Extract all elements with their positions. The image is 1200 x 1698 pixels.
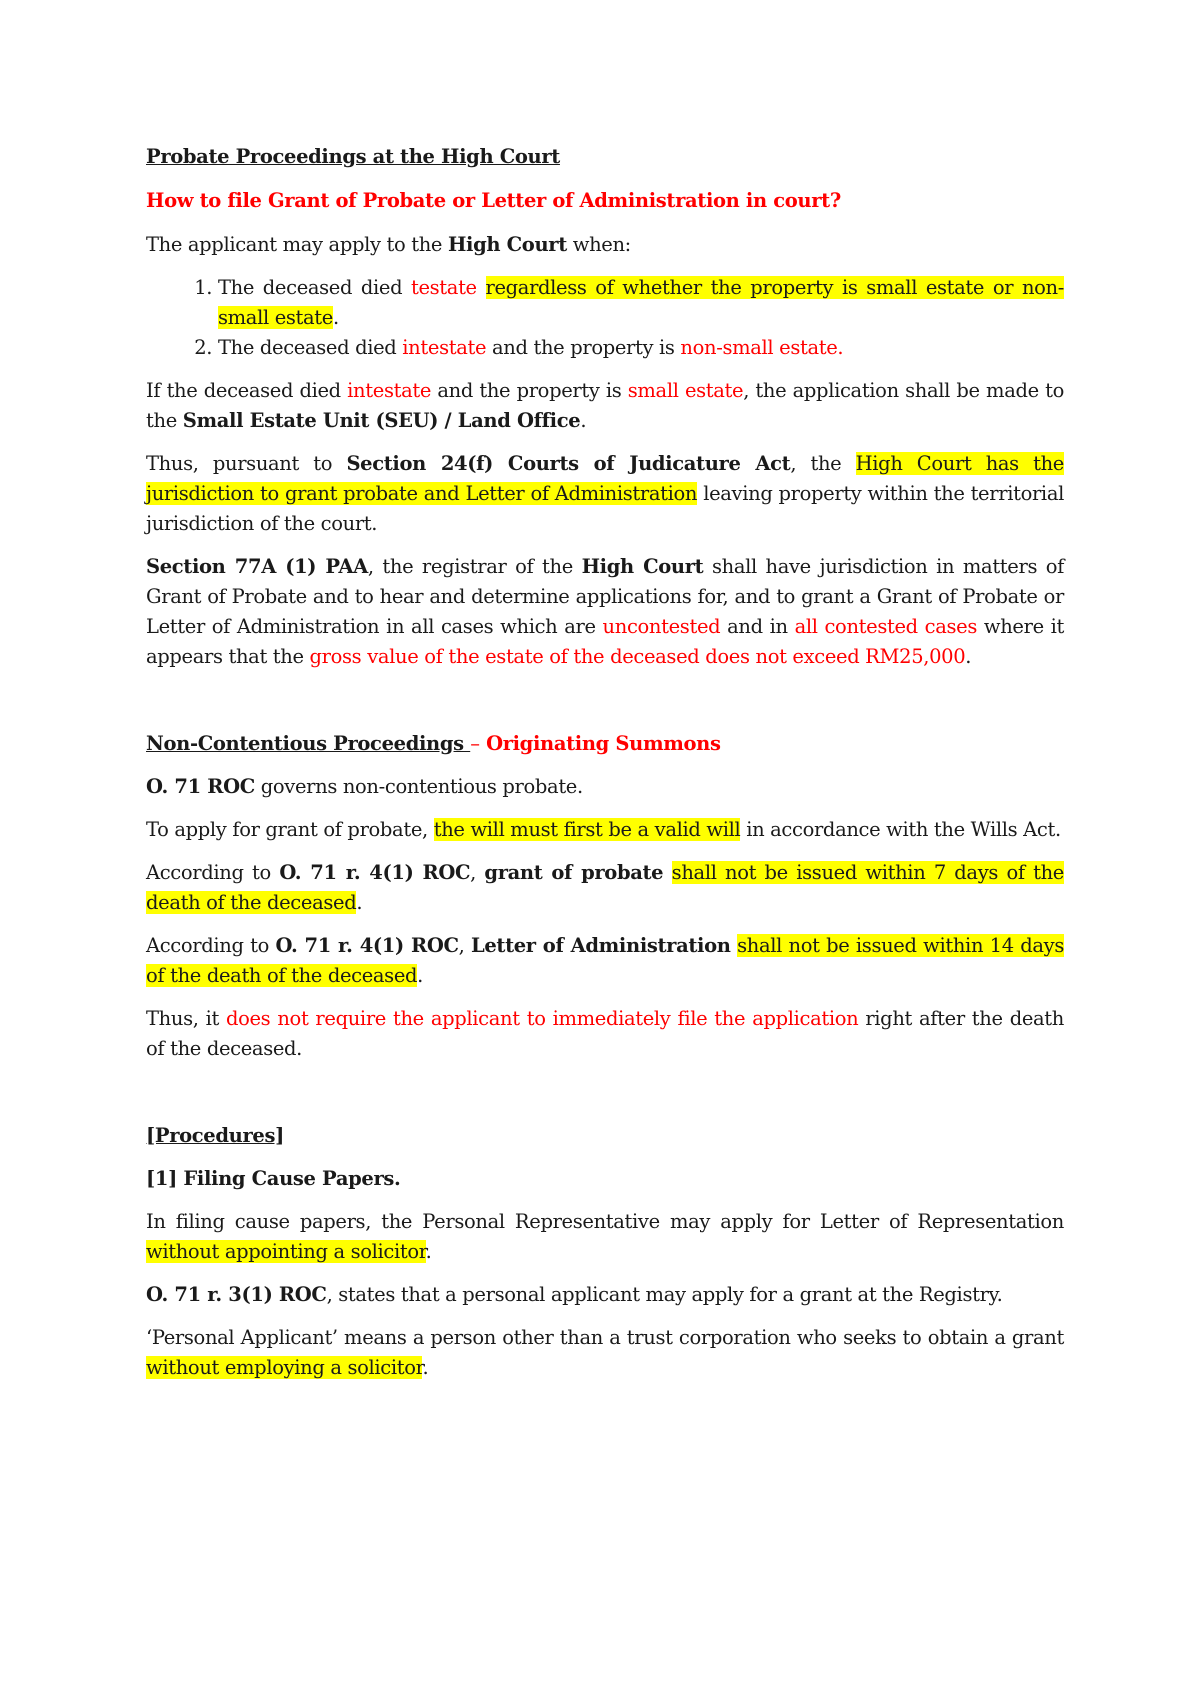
highlight-7-days: shall not be issued within 7 days of the death of the deceased	[146, 861, 1064, 914]
list-item-space	[477, 276, 486, 299]
highlight-jurisdiction: High Court has the jurisdiction to grant probate and Letter of Administration	[146, 452, 1064, 505]
intestate-term: intestate	[347, 379, 432, 402]
letter-of-administration-term: Letter of Administration	[471, 934, 731, 957]
text: , states that a personal applicant may apply for a grant at the Registry.	[326, 1283, 1003, 1306]
intro-high-court: High Court	[447, 233, 567, 256]
contested-term: all contested cases	[794, 615, 978, 638]
spacer	[146, 685, 1064, 729]
valid-will-paragraph	[146, 815, 1064, 845]
highlight-without-employing-solicitor: without employing a solicitor	[146, 1356, 423, 1379]
text: According to	[146, 934, 276, 957]
list-item	[218, 273, 1064, 333]
text: and in	[720, 615, 795, 638]
text: .	[356, 891, 363, 914]
o71-r3-ref: O. 71 r. 3(1) ROC	[146, 1283, 327, 1306]
gross-value-term: gross value of the estate of the deceased does not exceed RM25,000	[309, 645, 966, 668]
list-item-text: and the property is	[486, 336, 681, 359]
highlight-small-estate: regardless of whether the property is small estate or non-small estate	[218, 276, 1064, 329]
text: , the application shall be made to the	[146, 379, 1065, 432]
loa-14-days-paragraph	[146, 931, 1064, 991]
text: .	[425, 1240, 432, 1263]
text: ,	[458, 934, 471, 957]
uncontested-term: uncontested	[602, 615, 721, 638]
text: in accordance with the Wills Act.	[740, 818, 1061, 841]
not-immediate-term: does not require the applicant to immediately file the application	[225, 1007, 859, 1030]
intestate-paragraph	[146, 376, 1064, 436]
probate-7-days-paragraph	[146, 858, 1064, 918]
procedures-heading: [Procedures]	[146, 1124, 284, 1147]
text: .	[422, 1356, 429, 1379]
question-heading: How to file Grant of Probate or Letter of Administration in court?	[146, 189, 841, 212]
text: .	[965, 645, 972, 668]
o71-paragraph	[146, 772, 1064, 802]
testate-term: testate	[410, 276, 477, 299]
seu-term: Small Estate Unit (SEU) / Land Office	[182, 409, 581, 432]
text: governs non-contentious probate.	[254, 775, 583, 798]
text: leaving property within the territorial jurisdiction of the court.	[146, 482, 1064, 535]
intro-text: The applicant may apply to the	[146, 233, 448, 256]
small-estate-term: small estate	[627, 379, 744, 402]
highlight-without-solicitor: without appointing a solicitor	[146, 1240, 426, 1263]
intro-paragraph	[146, 230, 1064, 260]
highlight-valid-will: the will must first be a valid will	[433, 818, 741, 841]
heading-dash: –	[470, 732, 480, 755]
text: .	[580, 409, 587, 432]
text: .	[417, 964, 424, 987]
highlight-14-days: shall not be issued within 14 days of the death of the deceased	[146, 934, 1064, 987]
high-court-term: High Court	[581, 555, 704, 578]
text: , the registrar of the	[367, 555, 582, 578]
condition-list	[146, 273, 1064, 363]
o71-r4-ref: O. 71 r. 4(1) ROC	[279, 861, 471, 884]
list-item	[218, 333, 1064, 363]
page-title: Probate Proceedings at the High Court	[146, 145, 560, 168]
text: ‘Personal Applicant’ means a person other than a trust corporation who seeks to obtain a grant	[146, 1326, 1064, 1349]
text: where it appears that the	[146, 615, 1065, 668]
text: To apply for grant of probate,	[146, 818, 434, 841]
personal-applicant-paragraph	[146, 1323, 1064, 1383]
grant-of-probate-term: grant of probate	[484, 861, 664, 884]
spacer	[146, 1077, 1064, 1121]
text	[663, 861, 671, 884]
text: In filing cause papers, the Personal Representative may apply for Letter of Representation	[146, 1210, 1064, 1233]
text: Thus, pursuant to	[146, 452, 347, 475]
section-77a-paragraph	[146, 552, 1064, 672]
filing-cause-papers-heading: [1] Filing Cause Papers.	[146, 1167, 401, 1190]
text: , the	[790, 452, 856, 475]
o71-r3-paragraph	[146, 1280, 1064, 1310]
text: and the property is	[431, 379, 628, 402]
o71-r4-ref: O. 71 r. 4(1) ROC	[275, 934, 459, 957]
non-contentious-label: Non-Contentious Proceedings	[146, 732, 471, 755]
text: right after the death of the deceased.	[146, 1007, 1064, 1060]
text: If the deceased died	[146, 379, 348, 402]
originating-summons-label: Originating Summons	[479, 732, 721, 755]
o71-ref: O. 71 ROC	[146, 775, 255, 798]
thus-paragraph	[146, 449, 1064, 539]
non-contentious-heading	[146, 729, 1064, 759]
intestate-term: intestate	[402, 336, 487, 359]
text: ,	[470, 861, 485, 884]
list-item-text: The deceased died	[218, 276, 411, 299]
text: According to	[146, 861, 280, 884]
text: shall have jurisdiction in matters of Grant of Probate and to hear and determine applications for, and to grant a Grant of Probate or Letter of Administration in all cases which are	[146, 555, 1065, 638]
section-24f-ref: Section 24(f) Courts of Judicature Act	[346, 452, 791, 475]
section-77a-ref: Section 77A (1) PAA	[146, 555, 368, 578]
intro-text-end: when:	[566, 233, 631, 256]
non-small-estate-term: non-small estate.	[680, 336, 844, 359]
list-item-text: The deceased died	[218, 336, 403, 359]
thus-not-immediate-paragraph	[146, 1004, 1064, 1064]
filing-paragraph	[146, 1207, 1064, 1267]
list-item-end: .	[332, 306, 339, 329]
text: Thus, it	[146, 1007, 226, 1030]
